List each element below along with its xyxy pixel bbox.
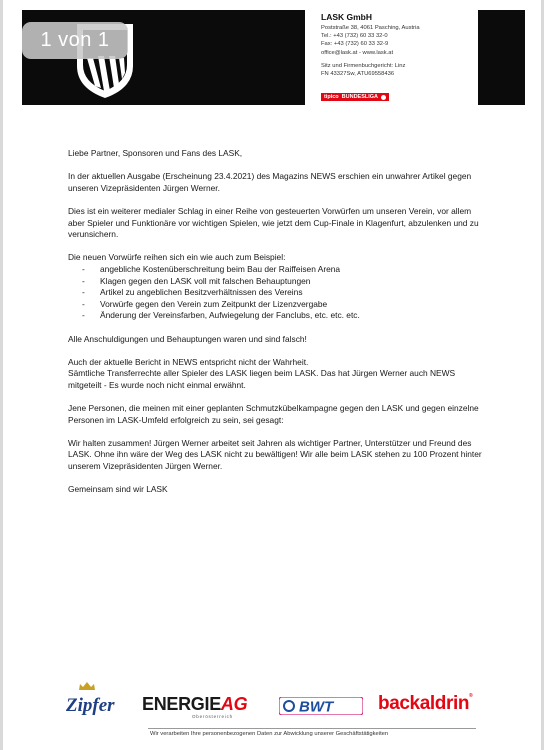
list-item: - Änderung der Vereinsfarben, Aufwiegelung der Fanclubs, etc. etc. etc.	[82, 310, 360, 321]
footer-privacy-note: Wir verarbeiten Ihre personenbezogenen Daten zur Abwicklung unserer Geschäftstätigkeiten	[150, 731, 389, 737]
sponsor-logos	[62, 690, 482, 722]
crown-icon	[78, 682, 96, 691]
energie-ag-logo: ENERGIEAG	[142, 694, 248, 714]
company-tel: Tel.: +43 (732) 60 33 32-0	[321, 33, 388, 40]
company-court: Sitz und Firmenbuchgericht: Linz	[321, 62, 406, 69]
company-email-web: office@lask.at - www.lask.at	[321, 49, 394, 56]
letter-paragraph-6: Jene Personen, die meinen mit einer geplanten Schmutzkübelkampagne gegen den LASK und gegen einzelne Personen im LASK-Umfeld erfolgreich zu sein, sei gesagt:	[68, 403, 479, 425]
accusation-list	[68, 264, 488, 322]
company-fax: Fax: +43 (732) 60 33 32-9	[321, 41, 389, 48]
zipfer-logo: Zipfer	[66, 695, 115, 716]
company-info	[321, 12, 471, 78]
letter-paragraph-1: In der aktuellen Ausgabe (Erscheinung 23.4.2021) des Magazins NEWS erschien ein unwahrer Artikel gegen unseren Vizepräsidenten Jürgen Werner.	[68, 171, 472, 193]
letter-paragraph-7: Wir halten zusammen! Jürgen Werner arbeitet seit Jahren als wichtiger Partner, Unterstützer und Freund des LASK. Ohne ihn wäre der Weg des LASK nicht zu bewältigen! Wir alle beim LASK stehen zu 100 Prozent hinter unserem Vizepräsidenten Jürgen Werner.	[68, 437, 482, 472]
viewer-left-edge	[0, 0, 3, 750]
bundesliga-badge	[321, 93, 389, 101]
company-address: Poststraße 38, 4061 Pasching, Austria	[321, 25, 420, 31]
league-name: BUNDESLIGA	[341, 94, 379, 100]
letter-closing: Gemeinsam sind wir LASK	[68, 484, 168, 495]
page-indicator: 1 von 1	[22, 22, 128, 59]
league-sponsor: tipico	[324, 94, 339, 100]
letter-salutation: Liebe Partner, Sponsoren und Fans des LASK,	[68, 148, 243, 158]
backaldrin-logo: backaldrin®	[378, 693, 473, 714]
letterhead-black-band-right	[478, 10, 525, 105]
list-item: - Vorwürfe gegen den Verein zum Zeitpunkt der Lizenzvergabe	[82, 298, 328, 309]
list-item: - Artikel zu angeblichen Besitzverhältnissen des Vereins	[82, 287, 303, 298]
letter-paragraph-5a: Auch der aktuelle Bericht in NEWS entspricht nicht der Wahrheit.	[68, 356, 309, 367]
footer-divider	[148, 728, 476, 729]
list-item: - Klagen gegen den LASK voll mit falschen Behauptungen	[82, 275, 311, 286]
company-name: LASK GmbH	[321, 12, 372, 22]
letter-paragraph-3-intro: Die neuen Vorwürfe reihen sich ein wie auch zum Beispiel:	[68, 252, 286, 263]
letter-paragraph-4: Alle Anschuldigungen und Behauptungen waren und sind falsch!	[68, 333, 307, 344]
letter-body	[68, 148, 488, 496]
bwt-logo-text: BWT	[299, 698, 334, 715]
bwt-logo	[279, 697, 363, 715]
football-icon	[381, 95, 386, 100]
company-fn-atu: FN 43327Sw, ATU69558436	[321, 71, 395, 78]
list-item: - angebliche Kostenüberschreitung beim Bau der Raiffeisen Arena	[82, 263, 341, 274]
letter-paragraph-2: Dies ist ein weiterer medialer Schlag in einer Reihe von gesteuerten Vorwürfen um unseren Verein, vor allem aber Spieler und Funktionäre vor wichtigen Spielen, wie jetzt dem Cup-Finale in Klagenfurt, abzulenken und zu verunsichern.	[68, 205, 479, 240]
energie-ag-subtitle: Oberösterreich	[192, 714, 233, 719]
letter-paragraph-5b: Sämtliche Transferrechte aller Spieler des LASK liegen beim LASK. Das hat Jürgen Werner auch NEWS mitgeteilt - Es wurde noch nicht einmal erwähnt.	[68, 368, 456, 390]
